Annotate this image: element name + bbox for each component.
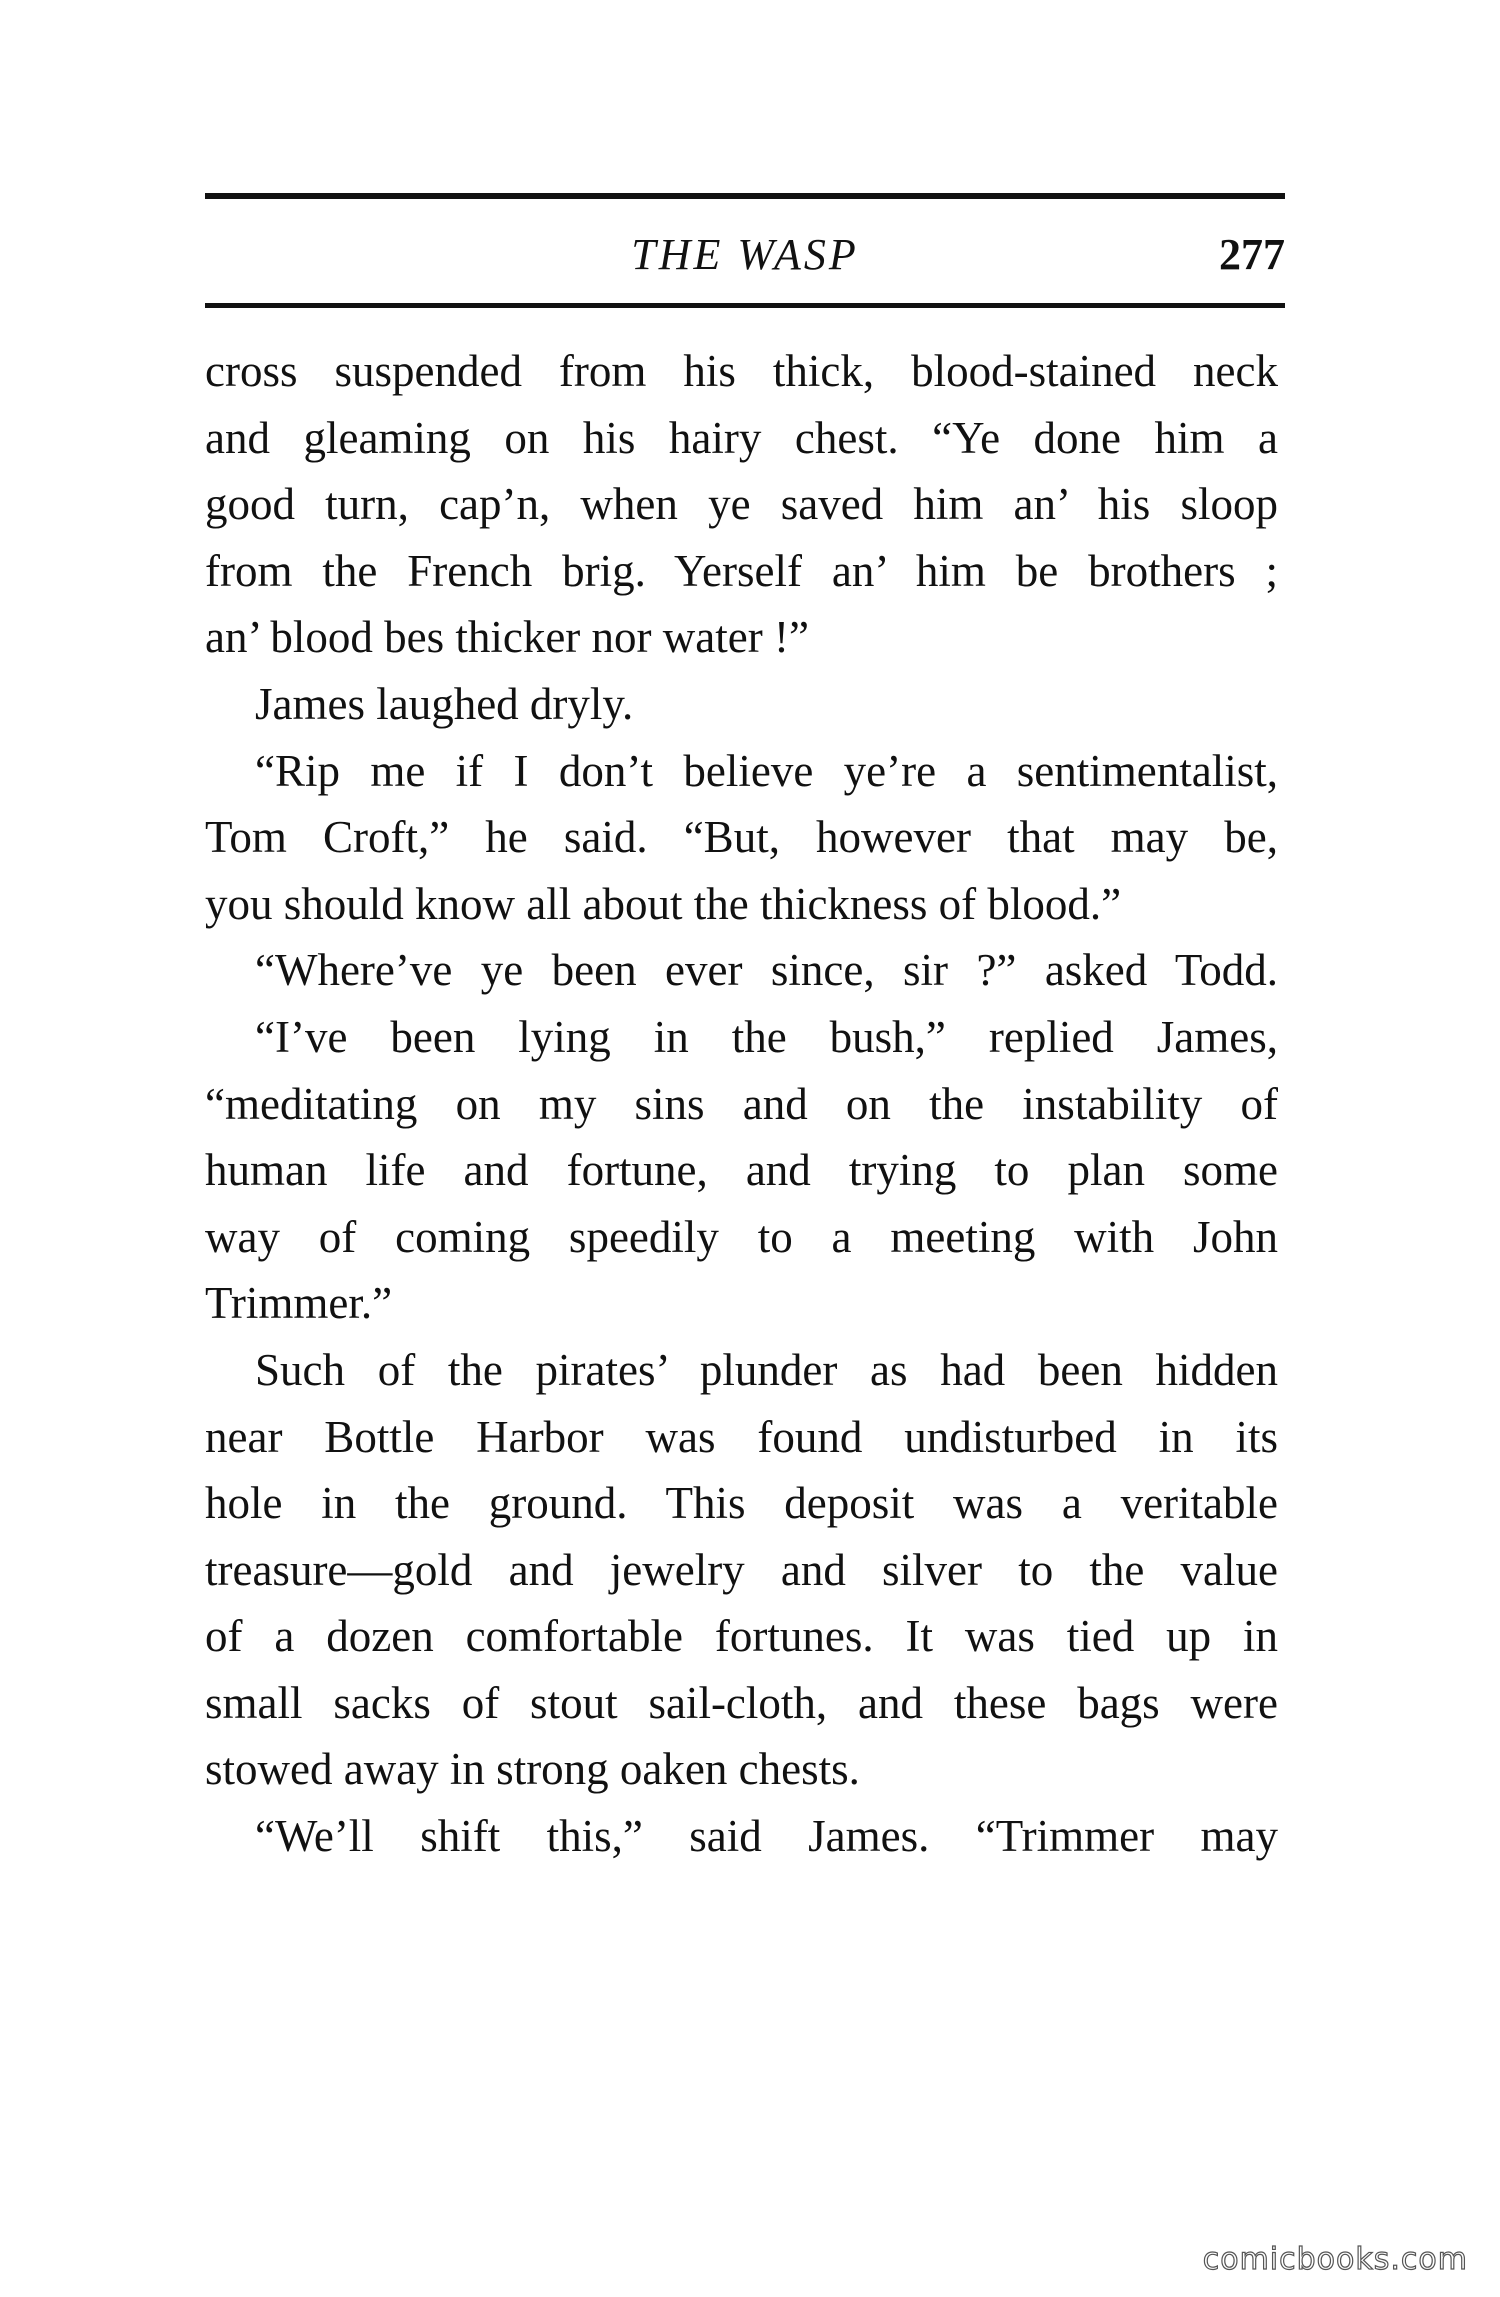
text-line: Trimmer.” — [205, 1278, 393, 1329]
text-line: “Rip me if I don’t believe ye’re a sentimentalist, — [255, 745, 1278, 796]
page-number: 277 — [1219, 230, 1285, 279]
text-line: good turn, cap’n, when ye saved him an’ his sloop — [205, 479, 1278, 530]
text-line: near Bottle Harbor was found undisturbed in its — [205, 1411, 1278, 1462]
text-line: of a dozen comfortable fortunes. It was tied up in — [205, 1611, 1278, 1662]
text-line: “Where’ve ye been ever since, sir ?” asked Todd. — [255, 945, 1278, 996]
text-line: small sacks of stout sail-cloth, and these bags were — [205, 1677, 1278, 1728]
text-line: from the French brig. Yerself an’ him be brothers ; — [205, 545, 1278, 596]
text-line: “We’ll shift this,” said James. “Trimmer may — [255, 1811, 1278, 1862]
text-line: you should know all about the thickness of blood.” — [205, 878, 1122, 929]
text-line: Tom Croft,” he said. “But, however that may be, — [205, 812, 1278, 863]
text-line: cross suspended from his thick, blood-stained neck — [205, 346, 1278, 396]
running-head — [205, 225, 1285, 285]
body-text — [205, 338, 1278, 1870]
text-line: James laughed dryly. — [255, 678, 634, 729]
watermark: comicbooks.com — [1202, 2242, 1468, 2277]
text-line: and gleaming on his hairy chest. “Ye done him a — [205, 412, 1278, 463]
text-line: human life and fortune, and trying to plan some — [205, 1145, 1278, 1196]
text-line: stowed away in strong oaken chests. — [205, 1744, 860, 1795]
text-line: hole in the ground. This deposit was a veritable — [205, 1478, 1278, 1529]
running-title: THE WASP — [631, 230, 859, 279]
text-line: an’ blood bes thicker nor water !” — [205, 612, 809, 663]
text-line: treasure—gold and jewelry and silver to the value — [205, 1544, 1278, 1595]
text-line: Such of the pirates’ plunder as had been hidden — [255, 1344, 1278, 1395]
header-bottom-rule — [205, 303, 1285, 308]
text-line: “I’ve been lying in the bush,” replied James, — [255, 1011, 1278, 1062]
text-line: way of coming speedily to a meeting with John — [205, 1211, 1278, 1262]
header-top-rule — [205, 193, 1285, 199]
text-line: “meditating on my sins and on the instability of — [205, 1078, 1278, 1129]
